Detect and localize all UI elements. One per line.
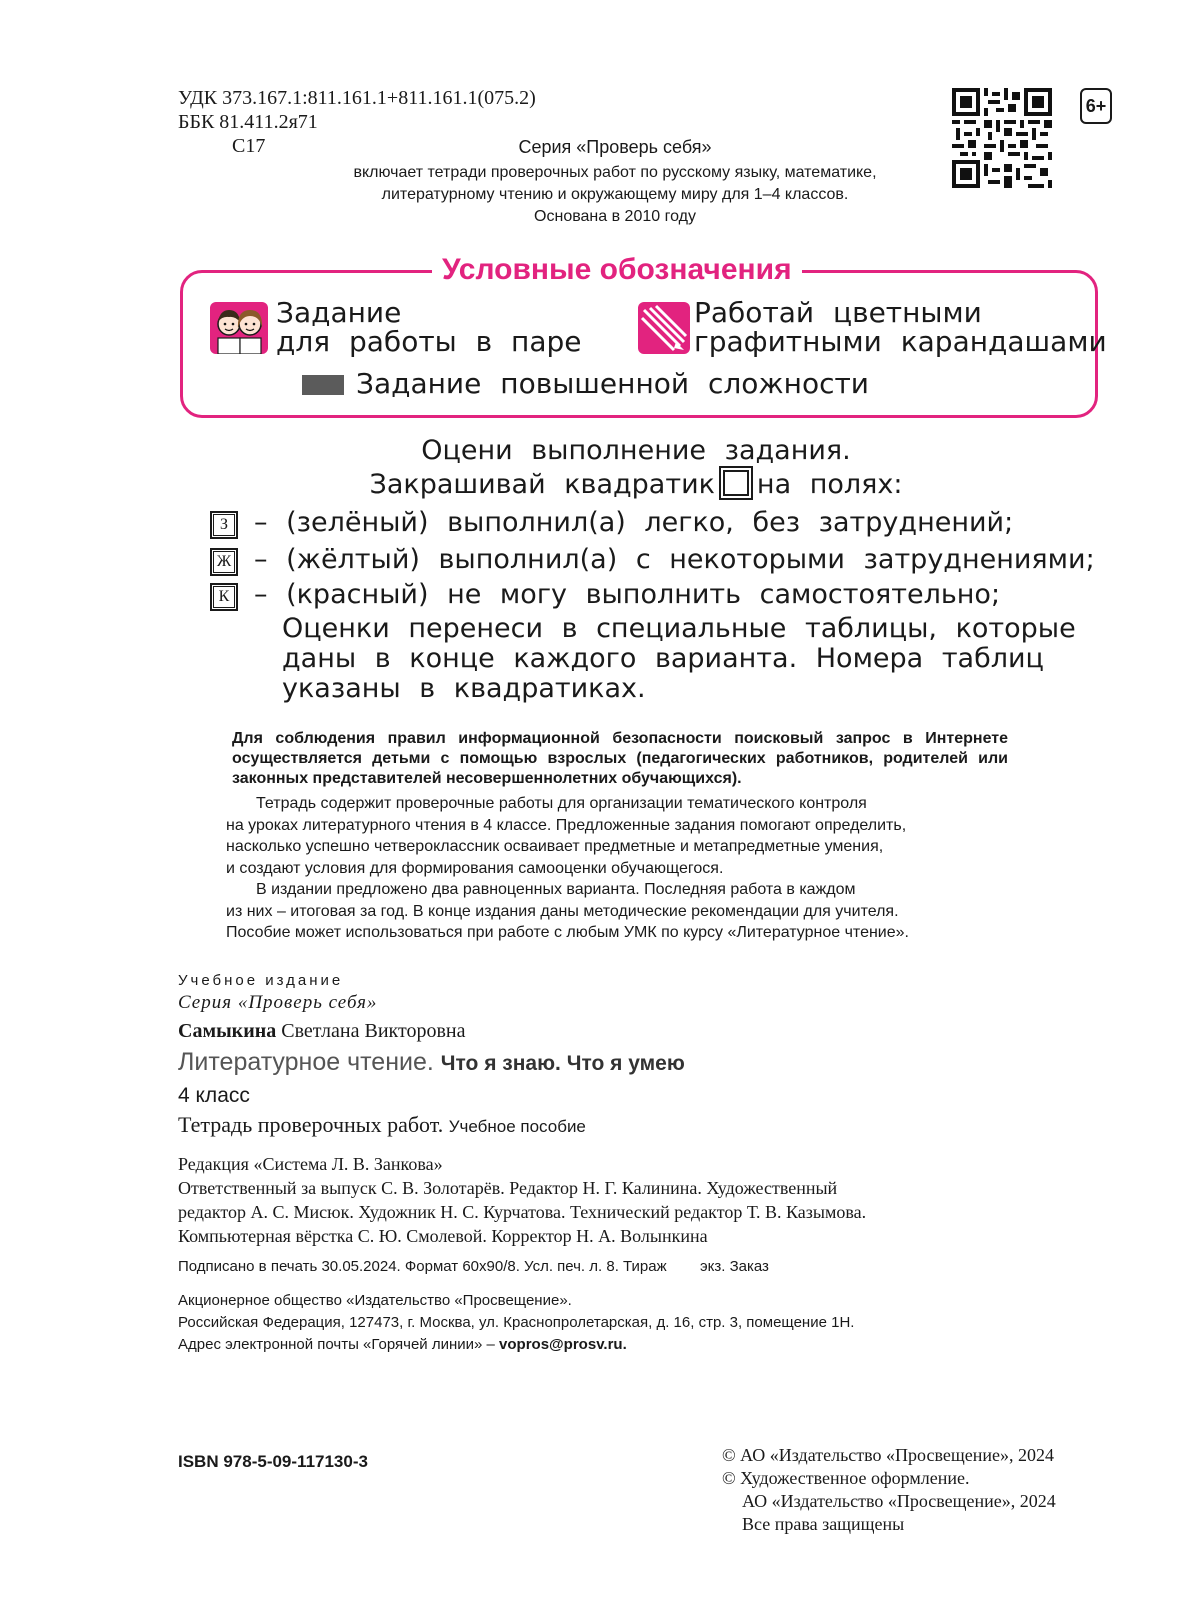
mark-letter: К [213,586,235,608]
copyright-line: АО «Издательство «Просвещение», 2024 [742,1491,1056,1511]
legend-pair-line: для работы в паре [276,325,582,358]
publisher-info [178,1290,854,1356]
copyright-line: Все права защищены [742,1514,905,1534]
eval-instruction-part: на полях: [756,469,903,500]
eval-instruction-line: Оцени выполнение задания. [421,435,851,466]
copyright-line: © АО «Издательство «Просвещение», 2024 [722,1445,1054,1465]
mark-box-yellow [210,548,238,576]
udk-code: УДК 373.167.1:811.161.1+811.161.1(075.2) [178,87,536,109]
eval-rule-red: – (красный) не могу выполнить самостоятельно; [254,579,1001,610]
book-kind-sub: Учебное пособие [448,1117,586,1136]
legend-title: Условные обозначения [432,250,802,290]
transfer-line: Оценки перенеси в специальные таблицы, которые [282,613,1076,644]
author-name [178,1020,465,1043]
series-title: Серия «Проверь себя» [518,137,712,157]
legend-pencil-text [694,298,1107,356]
mark-box-green [210,511,238,539]
book-title-sub: Что я знаю. Что я умею [440,1052,685,1075]
eval-instruction-part: Закрашивай квадратик [369,469,715,500]
hotline-email-link[interactable]: vopros@prosv.ru. [499,1336,627,1353]
book-title [178,1048,685,1077]
edition-type: Учебное издание [178,972,344,989]
transfer-line: даны в конце каждого варианта. Номера таблиц [282,643,1044,674]
legend-pencil-line: графитными карандашами [694,325,1107,358]
book-description [226,793,1008,944]
publisher-line: Российская Федерация, 127473, г. Москва, ул. Краснопролетарская, д. 16, стр. 3, помещение 1Н. [178,1314,855,1331]
description-line: В издании предложено два равноценных варианта. Последняя работа в каждом [256,881,856,898]
eval-instruction-line [180,468,1092,502]
description-line: Пособие может использоваться при работе с любым УМК по курсу «Литературное чтение». [226,924,909,941]
author-mark: С17 [232,135,266,157]
mark-box-red [210,583,238,611]
publisher-email-line [178,1334,854,1356]
description-line: и создают условия для формирования самооценки обучающегося. [226,859,724,877]
publisher-line: Акционерное общество «Издательство «Просвещение». [178,1292,572,1309]
copyright [722,1444,1056,1536]
author-last-name: Самыкина [178,1020,277,1042]
transfer-instruction [282,614,1076,704]
legend-pair-line: Задание [276,296,402,329]
print-info: Подписано в печать 30.05.2024. Формат 60х90/8. Усл. печ. л. 8. Тираж экз. Заказ [178,1258,769,1275]
legend-pair-text [276,298,582,356]
description-line: насколько успешно четвероклассник осваивает предметные и метапредметные умения, [226,838,884,855]
colored-pencils-icon [638,302,690,354]
description-line: на уроках литературного чтения в 4 классе. Предложенные задания помогают определить, [226,816,907,834]
series-desc-line: литературному чтению и окружающему миру для 1–4 классов. [381,186,849,203]
book-grade: 4 класс [178,1084,250,1107]
description-line: из них – итоговая за год. В конце издания даны методические рекомендации для учителя. [226,902,899,920]
imprint-staff [178,1176,1058,1248]
eval-rule-yellow: – (жёлтый) выполнил(а) с некоторыми затруднениями; [254,544,1095,575]
eval-rule-green: – (зелёный) выполнил(а) легко, без затруднений; [254,507,1014,538]
book-kind [178,1112,586,1138]
author-first-names: Светлана Викторовна [281,1020,466,1042]
book-kind-main: Тетрадь проверочных работ. [178,1112,444,1137]
qr-code-icon [952,88,1052,188]
mark-letter: З [213,514,235,536]
hard-task-swatch [302,375,344,395]
imprint-series: Серия «Проверь себя» [178,992,378,1013]
safety-notice: Для соблюдения правил информационной безопасности поисковый запрос в Интернете осуществляется детьми с помощью взрослых (педагогических работников, родителей или законных представителей несовершеннолетних обучающихся). [232,730,1008,787]
series-desc-line: Основана в 2010 году [534,208,696,225]
bbk-code: ББК 81.411.2я71 [178,111,318,133]
staff-line: Компьютерная вёрстка С. Ю. Смолевой. Корректор Н. А. Волынкина [178,1226,708,1246]
pair-work-icon [210,302,268,354]
isbn: ISBN 978-5-09-117130-3 [178,1452,368,1471]
description-line: Тетрадь содержит проверочные работы для организации тематического контроля [256,795,867,812]
series-desc-line: включает тетради проверочных работ по русскому языку, математике, [353,164,877,181]
staff-line: редактор А. С. Мисюк. Художник Н. С. Курчатова. Технический редактор Т. В. Казымова. [178,1202,867,1222]
age-rating-badge: 6+ [1080,88,1112,124]
legend-hard-text: Задание повышенной сложности [356,367,869,400]
transfer-line: указаны в квадратиках. [282,673,646,704]
book-title-main: Литературное чтение. [178,1048,434,1076]
mark-letter: Ж [213,551,235,573]
series-description [320,162,910,228]
blank-square-icon [723,470,749,496]
email-label: Адрес электронной почты «Горячей линии» – [178,1336,500,1353]
legend-pencil-line: Работай цветными [694,296,982,329]
copyright-line: © Художественное оформление. [722,1468,970,1488]
staff-line: Ответственный за выпуск С. В. Золотарёв. Редактор Н. Г. Калинина. Художественный [178,1178,838,1198]
imprint-edition: Редакция «Система Л. В. Занкова» [178,1154,443,1174]
